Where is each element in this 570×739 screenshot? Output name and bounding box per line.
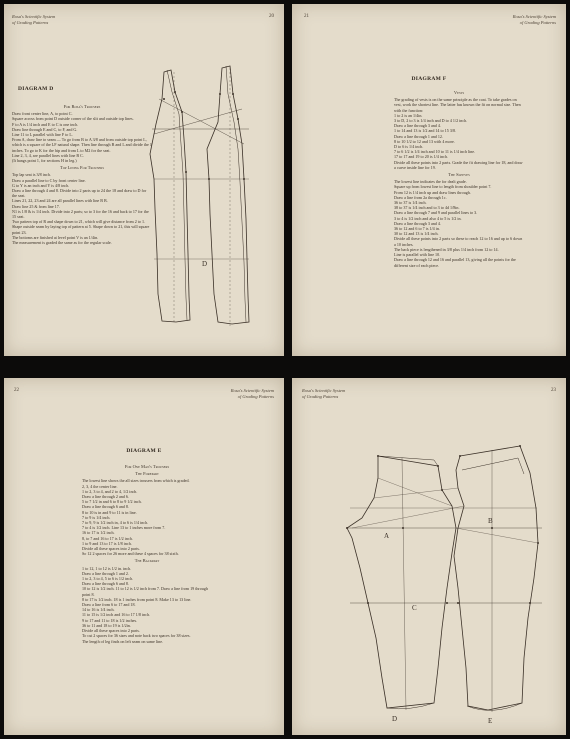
header-line: of Grading Patterns [519,19,556,25]
header-line: of Grading Patterns [12,19,49,25]
instruction-line: From 12 is 1/4 inch up and draw lines through. [394,189,471,195]
instruction-line: Square up from lowest line to length from shoulder point 7. [394,184,492,190]
page-number: 21 [304,14,309,19]
instruction-line: Draw a line through 6 and 8. [82,504,129,510]
instruction-line: The length of leg finds on left seam on same line. [82,638,164,644]
instruction-line: The bottoms are finished at level point V is an 1/4in. [12,234,99,240]
instruction-line: 36 to 11 and 18 to 19 is 1/2in. [82,622,131,628]
instruction-line: Top lap seat is 3/8 inch. [12,172,51,178]
instruction-line: 36 to 37 is 1/4 inch. [394,200,427,206]
section-heading: The Backpart [134,558,160,564]
instruction-line: Draw a line through 7 and 9 and parallel lines to 3. [394,210,478,216]
instruction-line: Draw a line from 2a through 1c. [394,194,447,200]
instruction-line: Divide all these spaces into 2 parts. [82,628,140,634]
page-diagram-e [4,378,284,735]
instruction-line: 3 to 4 is 1/2 inch and also 4 to 5 is 1/2 in. [394,215,462,221]
page-number: 23 [551,388,556,393]
diagram-title: DIAGRAM D [18,86,54,92]
instruction-line: Draw a line through 3 and 4. [394,123,441,129]
instruction-line: 3 to D, 2 to 3 is 1/4 inch and D to 4 1/2 inch. [394,118,468,124]
instruction-line: Draw line through E and C, to F, and G. [12,126,78,132]
section-heading: The Sleeves [448,172,470,178]
instruction-line: 8 to 10 1/2 to 12 and 13 with 4 more. [394,138,455,144]
section-heading: The Forepart [135,471,159,477]
trouser-pattern-diagram [292,378,566,735]
instruction-line: To cut 2 spaces for 36 sizes and note back two spaces for 38 sizes. [82,633,191,639]
instruction-line: 8, to 7 and 16 to 17 is 1/2 inch. [82,535,133,541]
instruction-line: The measurement is graded the same as for the regular scale. [12,240,112,246]
figure-label: B [488,517,493,525]
instruction-line: 1 to 2, 3 to 4, and 2 to 4, 1/2 inch. [82,488,138,494]
instructions-text [394,88,524,268]
instruction-line: 7 to 9 is 1/4 inch. [82,514,111,520]
figure-label: E [488,717,493,725]
instruction-line: 1 to 9 and 13 to 17 is 1/8 inch. [82,540,132,546]
header-line: of Grading Patterns [237,393,274,399]
figure-label: A [384,532,390,540]
instruction-line: Draw line 25 & from line 17. [12,203,60,209]
instruction-line: 8 to 10 is in and 9 to 11 is in line. [82,509,137,515]
instruction-line: Line is parallel with line 10. [394,252,441,258]
instruction-line: 1 to 2 is an 1/4in. [394,112,423,118]
instructions-text [82,462,212,644]
instruction-line: 11 to 15 is 1/2 inch and 16 to 17 1/8 inch. [82,612,151,618]
instruction-line: Draw a line through 2 and 6. [82,494,129,500]
instruction-line: The back piece is lengthened in 3/8 plus 1/4 inch from 12 to 14. [394,246,499,252]
diagram-title: DIAGRAM E [126,448,162,454]
instruction-line: Line 11 to L parallel with line F to L. [12,132,73,138]
figure-label: C [412,604,417,612]
instruction-line: Draw a line through 1 and 2. [82,570,129,576]
instruction-line: 9 to 17 and 11 to 18 is 1/2 inches. [82,617,138,623]
instruction-line: G to Y is an inch and Y is 4/8 inch. [12,182,70,188]
instruction-line: The grading of vests is on the same principle as the coat. To take grades on vest, work the shortest line. The latter has known the fit on normal size. Then with the function: [394,97,521,113]
instruction-line: 10 to 12 is 1/2 inch. 11 to 12 is 1/2 inch from 7. Draw a line from 19 through point 8. [82,586,208,597]
instruction-line: (It hangs point 1, for sections H in leg.) [12,158,77,164]
instruction-line: D to 6 is 1/4 inch. [394,144,424,150]
instruction-line: 7 to 4 is 1/2 inch. Line 13 to 1 inches more from 7. [82,525,166,531]
instruction-line: N1 is 1/8 & is 1/4 inch. Divide into 2 parts; so to 3 for the 16 and back to 17 for the 15 seat. [12,208,149,220]
section-heading: Vests [453,90,465,95]
instruction-line: Two pattern top of R and shape down to 21, which will give distance from 2 to 1. Shape outside seam by laying top of pattern at 5. Shape down to 21, this will square point 23. [12,219,150,235]
figure-label: D [202,260,208,268]
instruction-line: So 12 2 spaces for 26 more and these 4 spaces for 38 sixth. [82,551,179,557]
instruction-line: Draw a parallel line to C by front center line. [12,177,86,183]
instruction-line: Draw a line through 6 and 8. [82,581,129,587]
page-number: 22 [14,388,19,393]
instruction-line: 7 to 6 1/2 is 1/4 inch and 10 to 11 is 1/4 inch line. [394,149,476,155]
header-line: Rosa's Scientific System [512,14,556,19]
instruction-line: From A, draw line to seam — To go from B to A 3/8 and from outside top point L, which is a square of the LF natural shape. Then line through B and L and divide the 1 inches. To go to K for the hip and from L to M2 for the seat. [12,137,152,153]
header-line: of Grading Patterns [302,393,339,399]
page-diagram-d [4,4,284,356]
instruction-line: 30 to 12 and 13 is 1/4 inch. [394,231,439,237]
instruction-line: Draw a line through 12 and 16 and parallel 13, giving all the points for the different size of each piece. [394,257,516,268]
trouser-pattern-diagram [4,4,284,356]
instruction-line: Divide all these points into 2 parts. Grade the fit drawing line for 18, and draw a curve inside line for 19. [394,159,523,170]
instruction-line: 1 to 14 and 13 is 1/2 and 14 to 15 3/8. [394,128,457,134]
instruction-line: 7 to 9, 9 is 1/2 inch in, 4 to 6 is 1/4 inch. [82,520,149,526]
instruction-line: 8 to 17 is 1/2 inch. 18 is 1 inches from point 8. Make 13 to 13 line. [82,596,192,602]
instruction-line: F to A is 1/4 inch and E to C is one inch. [12,121,79,127]
instruction-line: 36 to 12 and 6 to 7 is 1/4 in. [394,226,440,232]
instruction-line: The lowest line shows the all sizes trousers from which is graded. [82,478,190,484]
figure-label: D [392,715,398,723]
instruction-line: Draw front center line, A, to point C. [12,111,73,117]
header-line: Rosa's Scientific System [230,388,274,393]
instruction-line: 17 to 17 and 19 to 20 is 1/4 inch. [394,154,448,160]
instruction-line: Square across from point D outside corner of the slit and outside top lines. [12,116,134,122]
page-trouser-diagram [292,378,566,735]
instruction-line: Draw a line through 1 and 12. [394,133,443,139]
instruction-line: 16 to 17 is 1/2 inch. [82,530,115,536]
instruction-line: 38 to 37 is 1/4 inch and to 3 to 4d 1/8in. [394,205,460,211]
instruction-line: Draw a line from 6 to 17 and 18. [82,602,136,608]
header-line: Rosa's Scientific System [12,14,56,19]
section-heading: For Rosa's Trousers [63,104,101,109]
instruction-line: 1 to 12, 1 to 12 is 1/2 in. inch. [82,565,132,571]
instruction-line: 2, 3, 4 the center line. [82,483,118,489]
section-heading: For One Man's Trousers [124,464,170,469]
instruction-line: Draw a line through 4 and 8. Divide into 2 parts up to 24 the 18 and draw to D for the seat. [12,188,147,199]
header-line: Rosa's Scientific System [302,388,346,393]
section-heading: Top Lining For Trousers [59,165,105,171]
instruction-line: Divide all these points into 2 parts so these to reach 12 to 16 and up to 6 down a 10 inches. [394,236,523,247]
running-header [513,14,556,25]
instruction-line: 1 to 2, 3 to 4, 5 to 6 is 1/2 inch. [82,576,134,582]
page-number: 20 [269,14,274,19]
instruction-line: Lines 21, 22, 23 and 24 are all parallel lines with line B B. [12,198,108,204]
diagram-title: DIAGRAM F [411,76,447,82]
page-diagram-f [292,4,566,356]
running-header [231,388,274,399]
instruction-line: The lowest line indicates the for dealt grade. [394,179,467,185]
instruction-line: Draw a line through 3 and 4. [394,220,441,226]
instruction-line: Line 2, 3, 4, are parallel lines with line B C. [12,152,84,158]
instruction-line: 5 to 7 1/2 in and 6 to 8 to 9 1/2 inch. [82,499,142,505]
instruction-line: Divide all these spaces into 2 parts. [82,546,140,552]
instruction-line: 14 to 16 is 1/4 inch. [82,607,115,613]
